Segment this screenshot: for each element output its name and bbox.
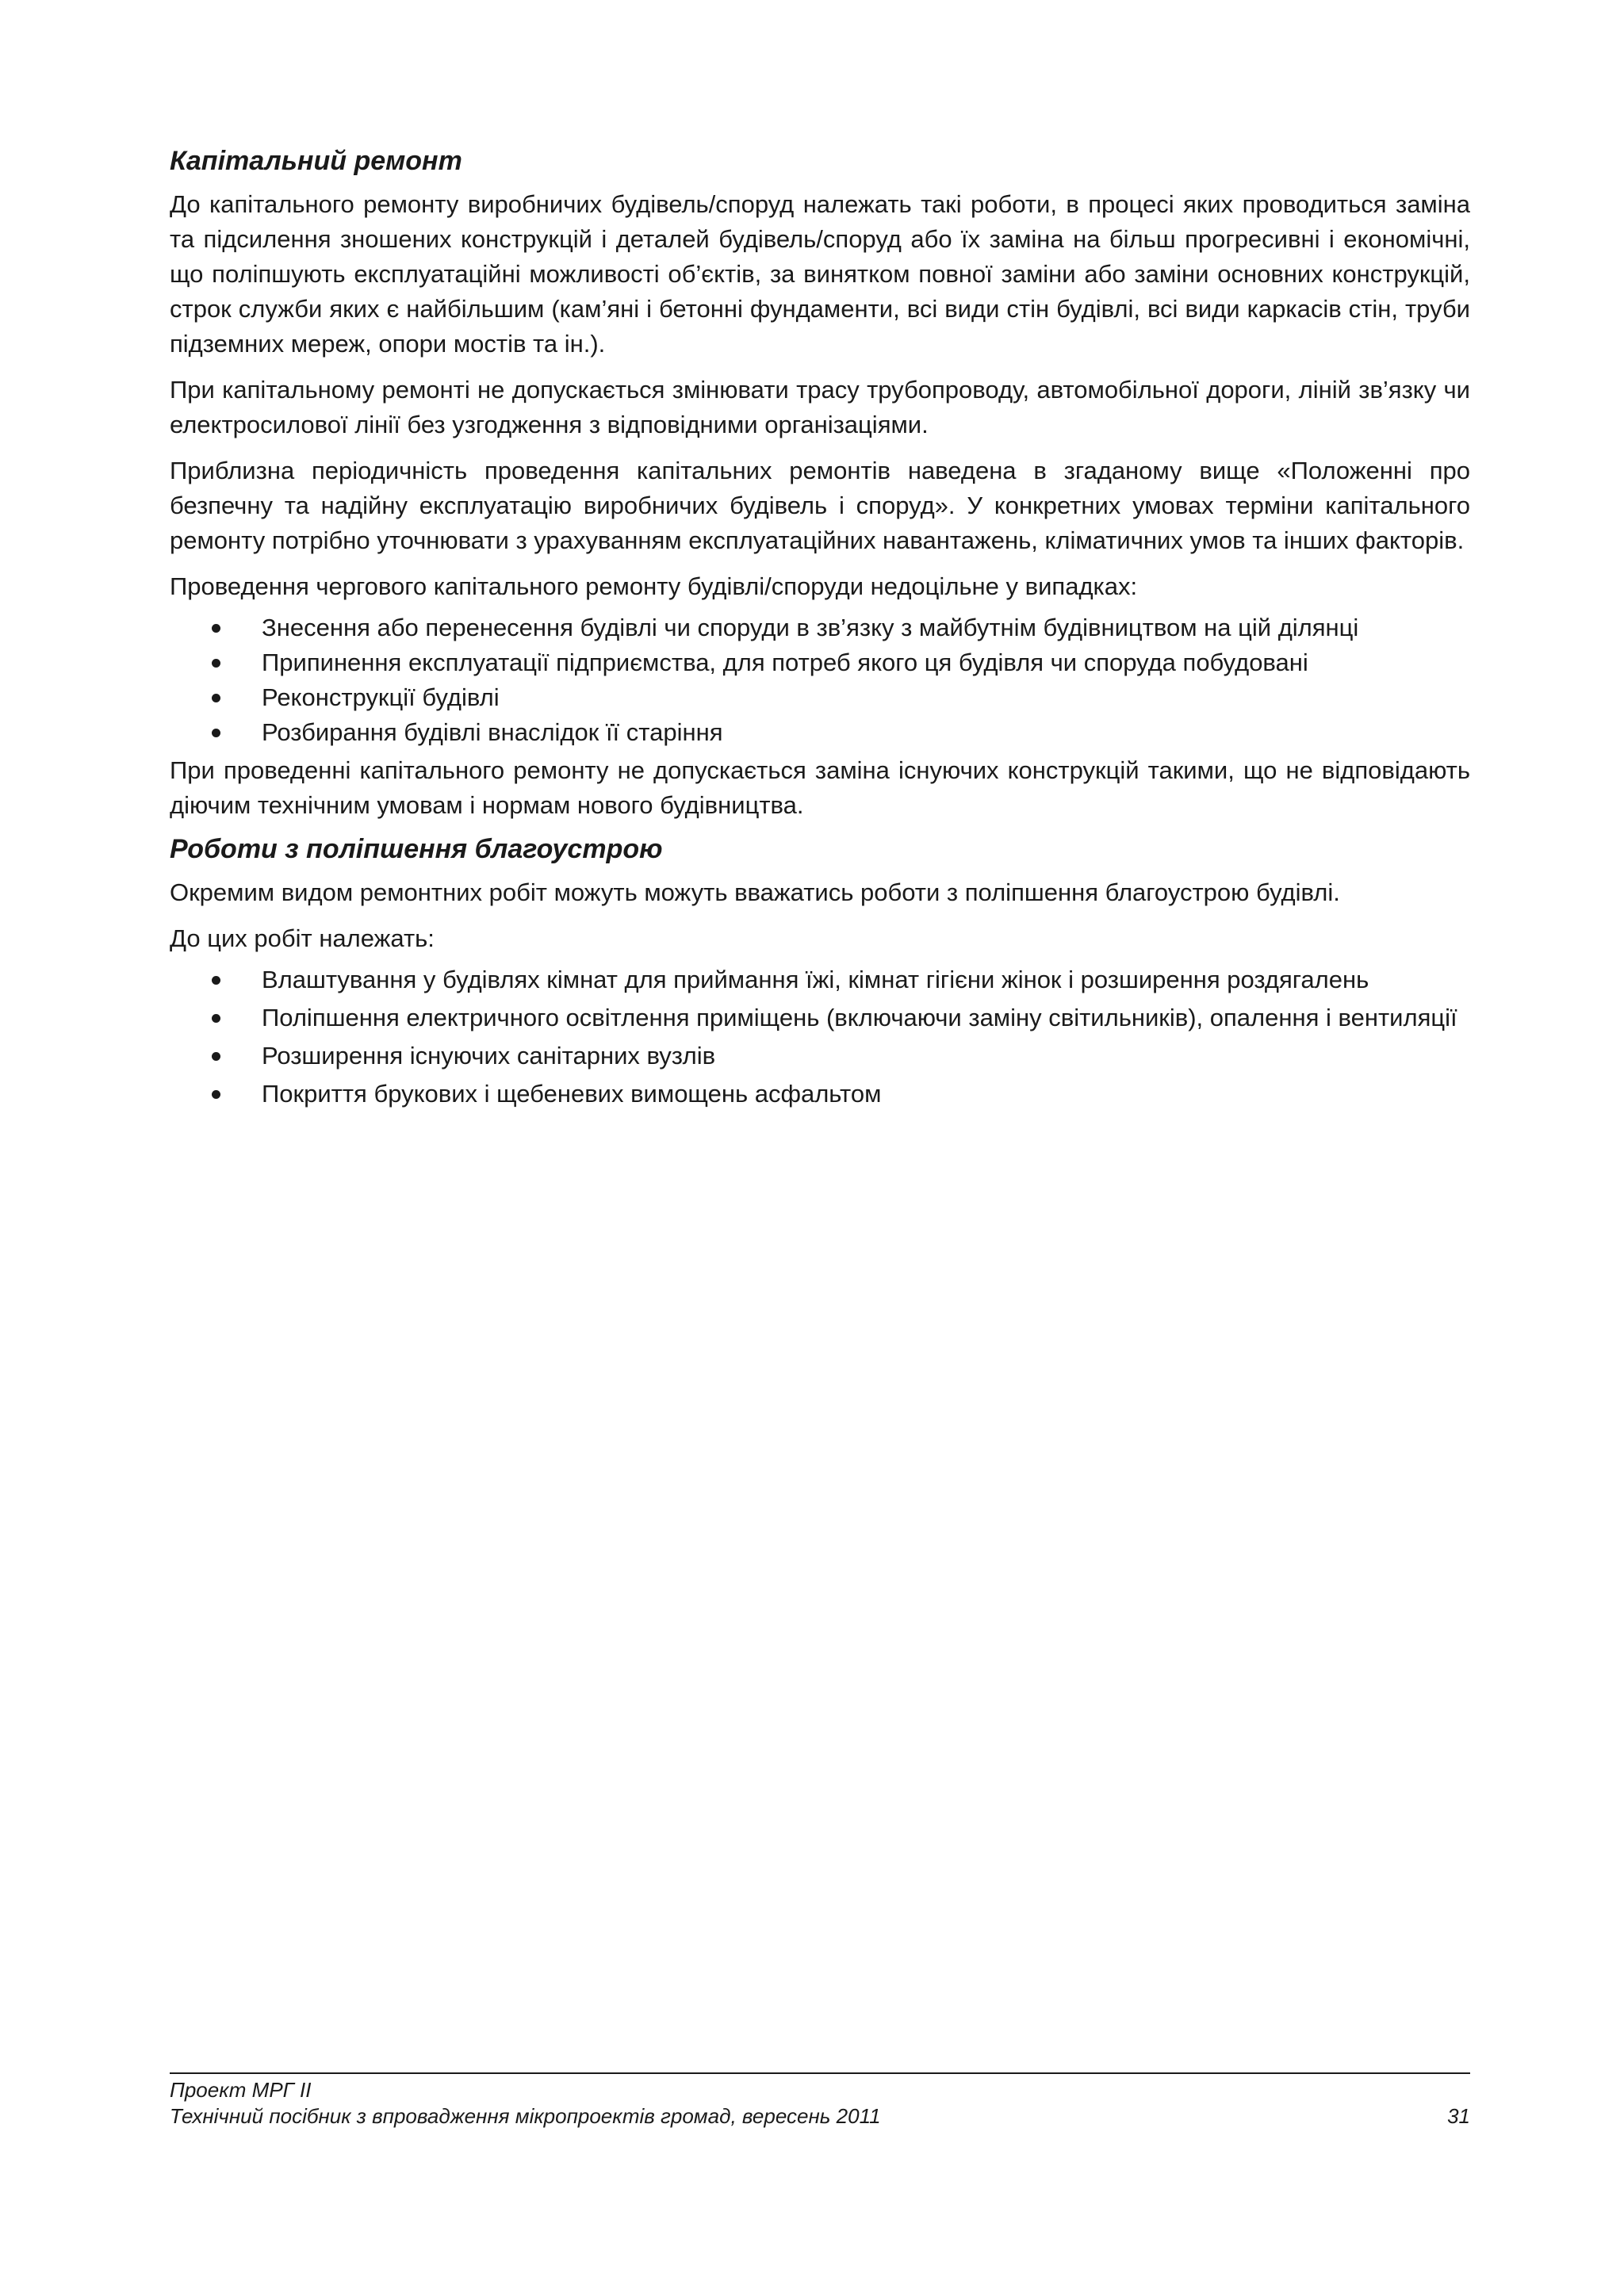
bullet-list-improvement-works [170,962,1470,1112]
bullet-icon [212,694,220,702]
paragraph: При капітальному ремонті не допускається змінювати трасу трубопроводу, автомобільної дороги, ліній зв’язку чи електросилової лінії без узгодження з відповідними організаціями. [170,376,1470,438]
bullet-icon [212,624,220,633]
bullet-icon [212,659,220,668]
list-item: Покриття брукових і щебеневих вимощень асфальтом [170,1077,1470,1112]
page-number: 31 [1447,2104,1470,2128]
bullet-icon [212,729,220,737]
footer-publication-title: Технічний посібник з впровадження мікропроектів громад, вересень 2011 [170,2104,881,2128]
list-item: Розбирання будівлі внаслідок її старіння [170,715,1470,750]
paragraph: До капітального ремонту виробничих будівель/споруд належать такі роботи, в процесі яких проводиться заміна та підсилення зношених конструкцій і деталей будівель/споруд або їх заміна на більш прогресивні і економічні, що поліпшують експлуатаційні можливості об’єктів, за винятком повної заміни або заміни основних конструкцій, строк служби яких є найбільшим (кам’яні і бетонні фундаменти, всі види стін будівлі, всі види каркасів стін, труби підземних мереж, опори мостів та ін.). [170,190,1470,358]
paragraph: Приблизна періодичність проведення капітальних ремонтів наведена в згаданому вище «Положенні про безпечну та надійну експлуатацію виробничих будівель і споруд». У конкретних умовах терміни капітального ремонту потрібно уточнювати з урахуванням експлуатаційних навантажень, кліматичних умов та інших факторів. [170,457,1470,554]
page-content [170,143,1470,1115]
paragraph: При проведенні капітального ремонту не допускається заміна існуючих конструкцій такими, що не відповідають діючим технічним умовам і нормам нового будівництва. [170,756,1470,819]
footer-project-name: Проект МРГ ІІ [170,2078,312,2102]
bullet-icon [212,1014,220,1023]
bullet-icon [212,1090,220,1099]
paragraph: Окремим видом ремонтних робіт можуть можуть вважатись роботи з поліпшення благоустрою будівлі. [170,878,1340,906]
bullet-icon [212,976,220,985]
section-heading-improvement-works: Роботи з поліпшення благоустрою [170,834,663,864]
list-item: Поліпшення електричного освітлення приміщень (включаючи заміну світильників), опалення і вентиляції [170,1001,1470,1035]
bullet-list-inexpedient-cases [170,610,1470,750]
list-item: Припинення експлуатації підприємства, для потреб якого ця будівля чи споруда побудовані [170,645,1470,680]
footer-row [170,2103,1470,2130]
bullet-icon [212,1052,220,1061]
list-item: Знесення або перенесення будівлі чи споруди в зв’язку з майбутнім будівництвом на цій ділянці [170,610,1470,645]
list-item: Реконструкції будівлі [170,680,1470,715]
paragraph: До цих робіт належать: [170,924,435,952]
list-item: Розширення існуючих санітарних вузлів [170,1039,1470,1073]
page-footer [170,2072,1470,2130]
paragraph: Проведення чергового капітального ремонту будівлі/споруди недоцільне у випадках: [170,572,1138,600]
list-item: Влаштування у будівлях кімнат для приймання їжі, кімнат гігієни жінок і розширення роздягалень [170,962,1470,997]
section-heading-capital-repair: Капітальний ремонт [170,146,462,176]
